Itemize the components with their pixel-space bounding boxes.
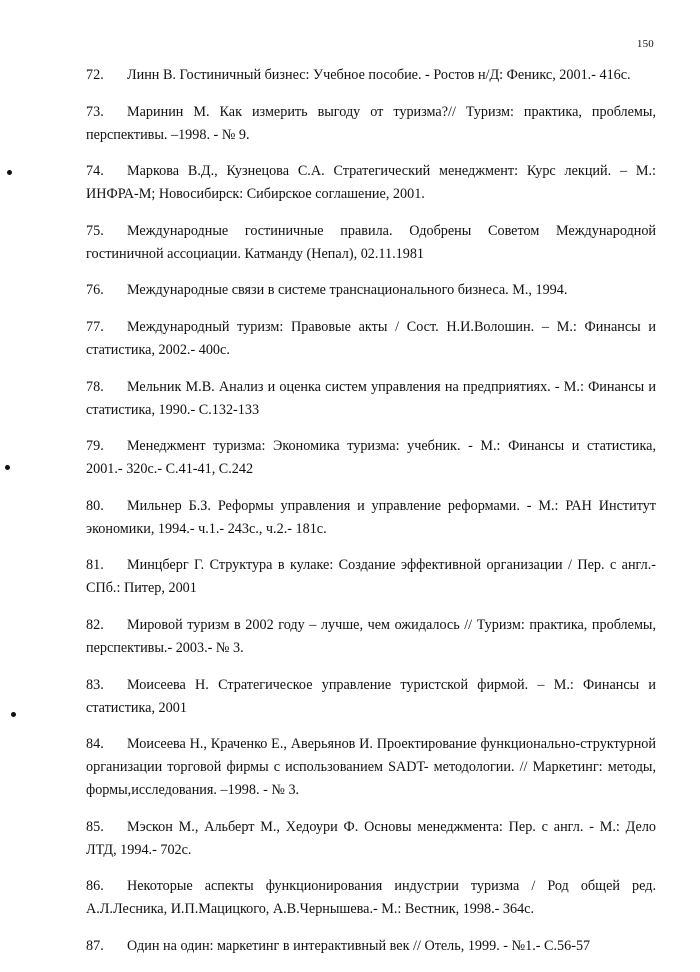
reference-item — [86, 101, 656, 147]
reference-number: 81. — [86, 557, 104, 574]
reference-number: 73. — [86, 103, 104, 120]
reference-item — [86, 674, 656, 720]
reference-text: Международный туризм: Правовые акты / Сост. Н.И.Волошин. – М.: Финансы и статистика, 2002.- 400с. — [86, 318, 656, 358]
page-number: 150 — [636, 38, 654, 50]
reference-number: 86. — [86, 878, 104, 895]
reference-number: 79. — [86, 438, 104, 455]
scan-artifact-dot — [11, 712, 16, 717]
reference-text: Менеджмент туризма: Экономика туризма: учебник. - М.: Финансы и статистика, 2001.- 320с.- С.41-41, С.242 — [86, 438, 656, 478]
reference-item — [86, 554, 656, 600]
reference-number: 75. — [86, 222, 104, 239]
reference-text: Маринин М. Как измерить выгоду от туризма?// Туризм: практика, проблемы, перспективы. –1998. - № 9. — [86, 103, 656, 143]
reference-item — [86, 614, 656, 660]
reference-text: Моисеева Н., Краченко Е., Аверьянов И. Проектирование функционально-структурной организации торговой фирмы с использованием SADT- методологии. // Маркетинг: методы, формы,исследования. –1998. - № 3. — [86, 736, 656, 799]
scan-artifact-dot — [7, 170, 12, 175]
reference-number: 80. — [86, 497, 104, 514]
reference-text: Мельник М.В. Анализ и оценка систем управления на предприятиях. - М.: Финансы и статистика, 1990.- С.132-133 — [86, 378, 656, 418]
reference-text: Некоторые аспекты функционирования индустрии туризма / Род общей ред. А.Л.Лесника, И.П.Мацицкого, А.В.Чернышева.- М.: Вестник, 1998.- 364с. — [86, 878, 656, 918]
reference-number: 85. — [86, 818, 104, 835]
reference-item — [86, 875, 656, 921]
reference-number: 76. — [86, 282, 104, 299]
reference-text: Мэскон М., Альберт М., Хедоури Ф. Основы менеджмента: Пер. с англ. - М.: Дело ЛТД, 1994.- 702с. — [86, 818, 656, 858]
reference-number: 78. — [86, 378, 104, 395]
reference-list — [86, 64, 656, 972]
reference-item — [86, 160, 656, 206]
reference-item — [86, 376, 656, 422]
reference-number: 83. — [86, 676, 104, 693]
reference-number: 72. — [86, 67, 104, 83]
reference-item — [86, 220, 656, 266]
reference-item — [86, 816, 656, 862]
reference-item — [86, 495, 656, 541]
reference-item — [86, 316, 656, 362]
reference-text: Маркова В.Д., Кузнецова С.А. Стратегический менеджмент: Курс лекций. – М.: ИНФРА-М; Новосибирск: Сибирское соглашение, 2001. — [86, 163, 656, 203]
reference-text: Линн В. Гостиничный бизнес: Учебное пособие. - Ростов н/Д: Феникс, 2001.- 416с. — [127, 67, 631, 83]
reference-item — [86, 435, 656, 481]
reference-item — [86, 733, 656, 802]
scan-artifact-dot — [5, 465, 10, 470]
reference-text: Международные гостиничные правила. Одобрены Советом Международной гостиничной ассоциации. Катманду (Непал), 02.11.1981 — [86, 222, 656, 262]
reference-text: Мировой туризм в 2002 году – лучше, чем ожидалось // Туризм: практика, проблемы, перспективы.- 2003.- № 3. — [86, 616, 656, 656]
reference-item — [86, 279, 656, 302]
reference-number: 84. — [86, 736, 104, 753]
reference-item — [86, 935, 656, 958]
reference-item — [86, 64, 656, 87]
reference-text: Международные связи в системе транснационального бизнеса. М., 1994. — [127, 282, 568, 299]
reference-text: Мильнер Б.З. Реформы управления и управление реформами. - М.: РАН Институт экономики, 1994.- ч.1.- 243с., ч.2.- 181с. — [86, 497, 656, 537]
reference-text: Минцберг Г. Структура в кулаке: Создание эффективной организации / Пер. с англ.- СПб.: Питер, 2001 — [86, 557, 656, 597]
reference-number: 77. — [86, 318, 104, 335]
reference-text: Моисеева Н. Стратегическое управление туристской фирмой. – М.: Финансы и статистика, 2001 — [86, 676, 656, 716]
reference-number: 82. — [86, 616, 104, 633]
reference-number: 74. — [86, 163, 104, 180]
reference-number: 87. — [86, 937, 104, 954]
reference-text: Один на один: маркетинг в интерактивный век // Отель, 1999. - №1.- С.56-57 — [127, 937, 591, 954]
